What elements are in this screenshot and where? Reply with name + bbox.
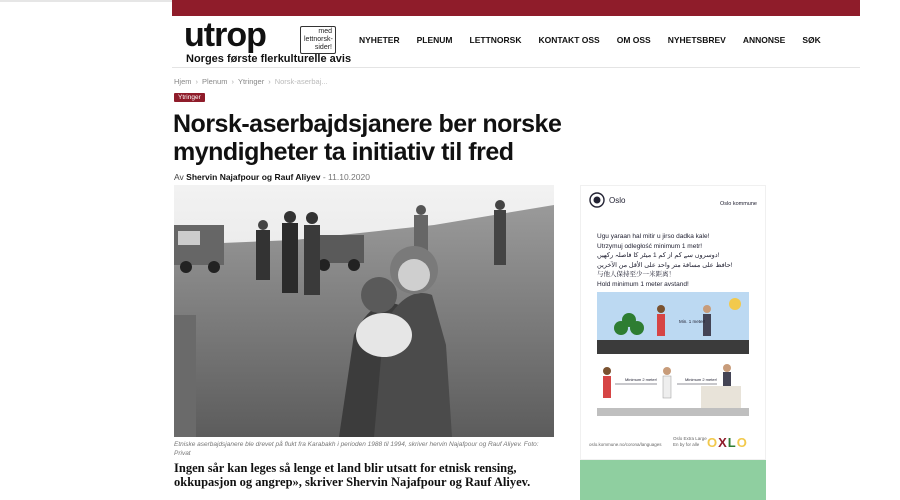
- photo-caption: Etniske aserbajdsjanere ble drevet på flukt fra Karabakh i perioden 1988 til 1994, skriver hervin Najafpour og Rauf Aliyev. Foto: Privat: [174, 441, 539, 457]
- breadcrumb-plenum[interactable]: Plenum: [202, 77, 228, 86]
- breadcrumb-ytringer[interactable]: Ytringer: [237, 77, 265, 86]
- article-photo: [174, 185, 554, 437]
- byline: [174, 172, 370, 182]
- ad-illustration-indoor: [597, 362, 749, 416]
- nav-plenum[interactable]: PLENUM: [416, 35, 453, 45]
- breadcrumb-home[interactable]: Hjem: [174, 77, 192, 86]
- nav-om-oss[interactable]: OM OSS: [616, 35, 651, 45]
- ad-kommune: Oslo kommune: [720, 201, 757, 207]
- article-title: Norsk-aserbajdsjanere ber norske myndigheter ta initiativ til fred: [173, 110, 562, 166]
- byline-prefix: Av: [174, 172, 184, 182]
- ad-footer-url[interactable]: oslo.kommune.no/corona/languages: [589, 442, 662, 447]
- logo-text: utrop: [184, 16, 266, 54]
- breadcrumb: [174, 77, 328, 86]
- ad-illustration-outdoor: [597, 292, 749, 354]
- ad-logo: [589, 192, 625, 208]
- oxlo-logo: OXLO: [707, 435, 748, 450]
- nav-nyhetsbrev[interactable]: NYHETSBREV: [667, 35, 726, 45]
- breadcrumb-current: Norsk-aserbaj...: [274, 77, 328, 86]
- logo-badge: med lettnorsk-sider!: [300, 26, 336, 54]
- byline-date: 11.10.2020: [328, 172, 370, 182]
- ad-logo-name: Oslo: [609, 195, 626, 205]
- advertisement[interactable]: [580, 185, 766, 460]
- nav-nyheter[interactable]: NYHETER: [359, 35, 400, 45]
- byline-authors[interactable]: Shervin Najafpour og Rauf Aliyev: [186, 172, 321, 182]
- ad-line: Ugu yaraan hal mitir u jirso dadka kale!: [597, 233, 710, 240]
- nav-annonse[interactable]: ANNONSE: [742, 35, 786, 45]
- ad-line: حافظ على مسافة متر واحد على الأقل من الآخرين!: [597, 261, 733, 269]
- nav-sok[interactable]: SØK: [802, 35, 821, 45]
- ad-panel1-label: Min. 1 meter!: [679, 319, 706, 324]
- breadcrumb-separator-icon: ›: [231, 77, 234, 86]
- ad-panel2-label-left: Minimum 2 meter!: [625, 377, 658, 382]
- ad-line: 与他人保持至少一米距离！: [597, 271, 675, 278]
- site-tagline: Norges første flerkulturelle avis: [186, 53, 352, 65]
- ad-panel2-label-right: Minimum 2 meter!: [685, 377, 718, 382]
- ad-line: Hold minimum 1 meter avstand!: [597, 280, 689, 288]
- main-nav: [359, 35, 838, 45]
- breadcrumb-separator-icon: ›: [268, 77, 271, 86]
- ad-message: [597, 232, 757, 289]
- breadcrumb-separator-icon: ›: [195, 77, 199, 86]
- photo-illustration: [174, 185, 554, 437]
- nav-kontakt-oss[interactable]: KONTAKT OSS: [538, 35, 600, 45]
- ad-line: دوسروں سے کم از کم 1 میٹر کا فاصلہ رکھیں!: [597, 252, 720, 259]
- brand-top-bar: [172, 0, 860, 16]
- ad-footer-band: [580, 460, 766, 500]
- distance-illustration: [597, 292, 749, 354]
- ad-line: Utrzymuj odległość minimum 1 metr!: [597, 242, 703, 250]
- site-header: [172, 16, 860, 68]
- oslo-seal-icon: [589, 192, 605, 208]
- site-logo[interactable]: [184, 16, 352, 65]
- byline-date-separator: -: [322, 172, 326, 182]
- ad-footer-slogan: Oslo Extra Large En by for alle: [673, 436, 707, 447]
- category-tag[interactable]: Ytringer: [174, 93, 205, 102]
- nav-lettnorsk[interactable]: LETTNORSK: [469, 35, 522, 45]
- top-left-divider: [0, 0, 172, 2]
- article-lead: Ingen sår kan leges så lenge et land blir utsatt for etnisk rensing, okkupasjon og angrep», skriver Shervin Najafpour og Rauf Aliyev.: [174, 461, 531, 489]
- distance-illustration-2: [597, 362, 749, 416]
